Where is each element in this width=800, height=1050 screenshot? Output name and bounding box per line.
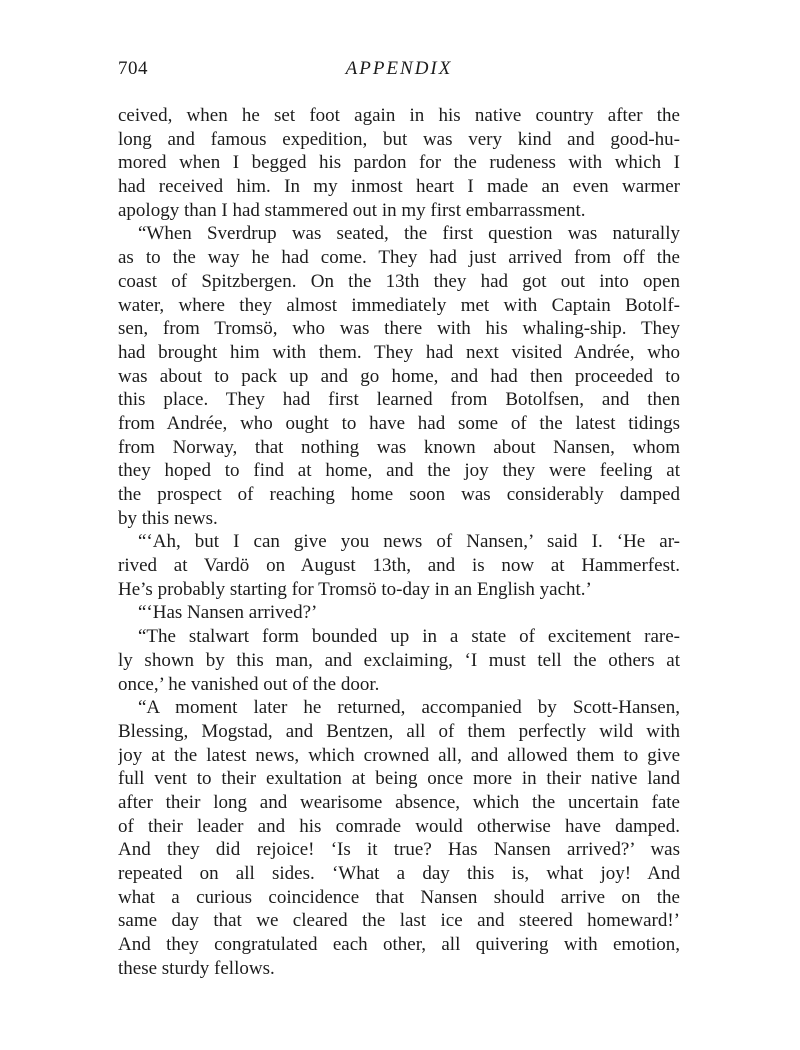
text-line: And they did rejoice! ‘Is it true? Has Nansen arrived?’ was <box>118 839 680 861</box>
text-line: as to the way he had come. They had just arrived from off the <box>118 247 680 269</box>
text-line: of their leader and his comrade would otherwise have damped. <box>118 815 680 837</box>
body-text <box>118 104 680 980</box>
text-line: repeated on all sides. ‘What a day this is, what joy! And <box>118 863 680 884</box>
text-line: “‘Has Nansen arrived?’ <box>138 602 318 624</box>
text-line: rived at Vardö on August 13th, and is now at Hammerfest. <box>118 555 680 577</box>
text-line: mored when I begged his pardon for the rudeness with which I <box>118 152 680 174</box>
text-line: water, where they almost immediately met with Captain Botolf- <box>118 294 680 316</box>
text-line: He’s probably starting for Tromsö to-day in an English yacht.’ <box>118 578 592 600</box>
text-line: after their long and wearisome absence, which the uncertain fate <box>118 791 680 813</box>
text-line: ly shown by this man, and exclaiming, ‘I must tell the others at <box>118 649 680 671</box>
text-line: what a curious coincidence that Nansen should arrive on the <box>118 886 680 908</box>
text-line: from Andrée, who ought to have had some of the latest tidings <box>118 412 680 434</box>
text-line: Blessing, Mogstad, and Bentzen, all of them perfectly wild with <box>118 720 680 742</box>
text-line: by this news. <box>118 507 218 529</box>
text-line: had received him. In my inmost heart I made an even warmer <box>118 176 680 198</box>
text-line: once,’ he vanished out of the door. <box>118 673 380 695</box>
text-line: apology than I had stammered out in my first embarrassment. <box>118 199 586 221</box>
text-line: full vent to their exultation at being once more in their native land <box>118 768 680 790</box>
text-line: sen, from Tromsö, who was there with his whaling-ship. They <box>118 318 680 340</box>
page-number: 704 <box>118 58 148 79</box>
text-line: this place. They had first learned from Botolfsen, and then <box>118 389 680 411</box>
text-line: “The stalwart form bounded up in a state of excitement rare- <box>138 626 680 648</box>
text-line: ceived, when he set foot again in his native country after the <box>118 105 680 126</box>
page-header <box>118 52 680 82</box>
text-line: had brought him with them. They had next visited Andrée, who <box>118 341 680 363</box>
text-line: from Norway, that nothing was known about Nansen, whom <box>118 436 680 458</box>
text-line: they hoped to find at home, and the joy they were feeling at <box>118 460 680 482</box>
text-line: “When Sverdrup was seated, the first question was naturally <box>138 223 680 245</box>
text-line: joy at the latest news, which crowned all, and allowed them to give <box>118 744 680 766</box>
text-line: the prospect of reaching home soon was considerably damped <box>118 484 680 505</box>
text-line: long and famous expedition, but was very kind and good-hu- <box>118 128 680 150</box>
text-line: coast of Spitzbergen. On the 13th they had got out into open <box>118 270 680 292</box>
text-line: same day that we cleared the last ice and steered homeward!’ <box>118 910 680 932</box>
text-line: “A moment later he returned, accompanied by Scott-Hansen, <box>138 697 680 719</box>
running-head: APPENDIX <box>345 58 453 79</box>
text-line: And they congratulated each other, all quivering with emotion, <box>118 934 680 956</box>
text-line: these sturdy fellows. <box>118 957 275 979</box>
text-line: was about to pack up and go home, and had then proceeded to <box>118 365 680 387</box>
text-line: “‘Ah, but I can give you news of Nansen,’ said I. ‘He ar- <box>138 531 680 553</box>
